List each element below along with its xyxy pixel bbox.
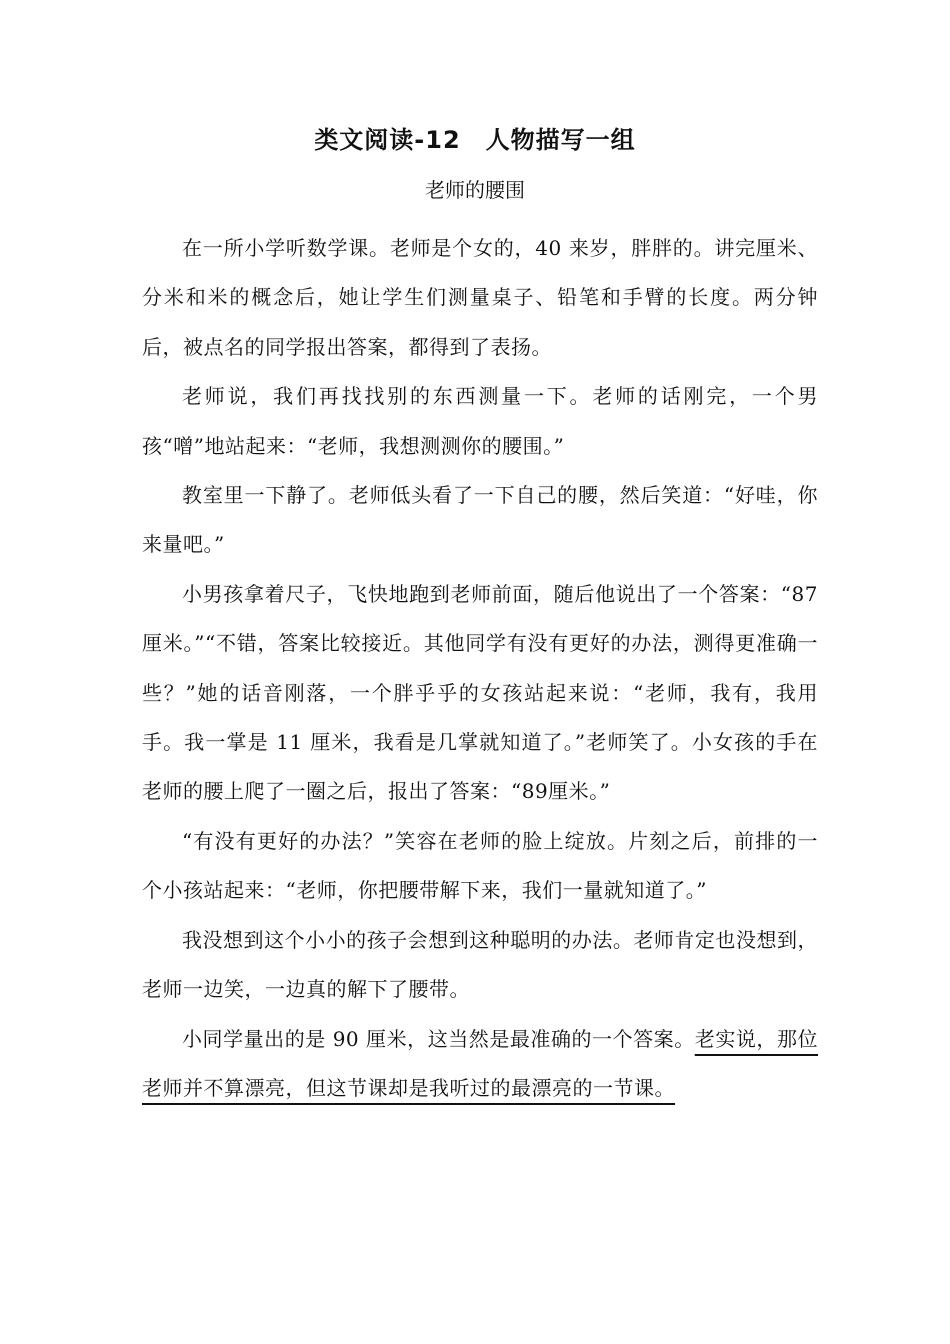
- paragraph: 小男孩拿着尺子，飞快地跑到老师前面，随后他说出了一个答案：“87 厘米。”“不错，答案比较接近。其他同学有没有更好的办法，测得更准确一些？”她的话音刚落，一个胖乎乎的女孩站起来说：“老师，我有，我用手。我一掌是 11 厘米，我看是几掌就知道了。”老师笑了。小女孩的手在老师的腰上爬了一圈之后，报出了答案：“89厘米。”: [142, 581, 818, 804]
- underlined-sentence: 老实说，那位老师并不算漂亮，但这节课却是我听过的最漂亮的一节课。: [142, 1026, 819, 1100]
- paragraph: “有没有更好的办法？”笑容在老师的脸上绽放。片刻之后，前排的一个小孩站起来：“老师，你把腰带解下来，我们一量就知道了。”: [142, 828, 818, 903]
- paragraph: 我没想到这个小小的孩子会想到这种聪明的办法。老师肯定也没想到，老师一边笑，一边真的解下了腰带。: [142, 927, 818, 1002]
- paragraph: 教室里一下静了。老师低头看了一下自己的腰，然后笑道：“好哇，你来量吧。”: [142, 483, 818, 557]
- paragraph: 老师说，我们再找找别的东西测量一下。老师的话刚完，一个男孩“噌”地站起来：“老师，我想测测你的腰围。”: [142, 384, 818, 458]
- article-body: [142, 224, 818, 1113]
- document-title: 类文阅读-12 人物描写一组: [314, 126, 636, 154]
- final-paragraph-text: 小同学量出的是 90 厘米，这当然是最准确的一个答案。: [182, 1026, 695, 1051]
- article-title: 老师的腰围: [425, 178, 525, 202]
- paragraph: 在一所小学听数学课。老师是个女的，40 来岁，胖胖的。讲完厘米、分米和米的概念后，她让学生们测量桌子、铅笔和手臂的长度。两分钟后，被点名的同学报出答案，都得到了表扬。: [142, 236, 818, 359]
- final-paragraph: [142, 1015, 818, 1114]
